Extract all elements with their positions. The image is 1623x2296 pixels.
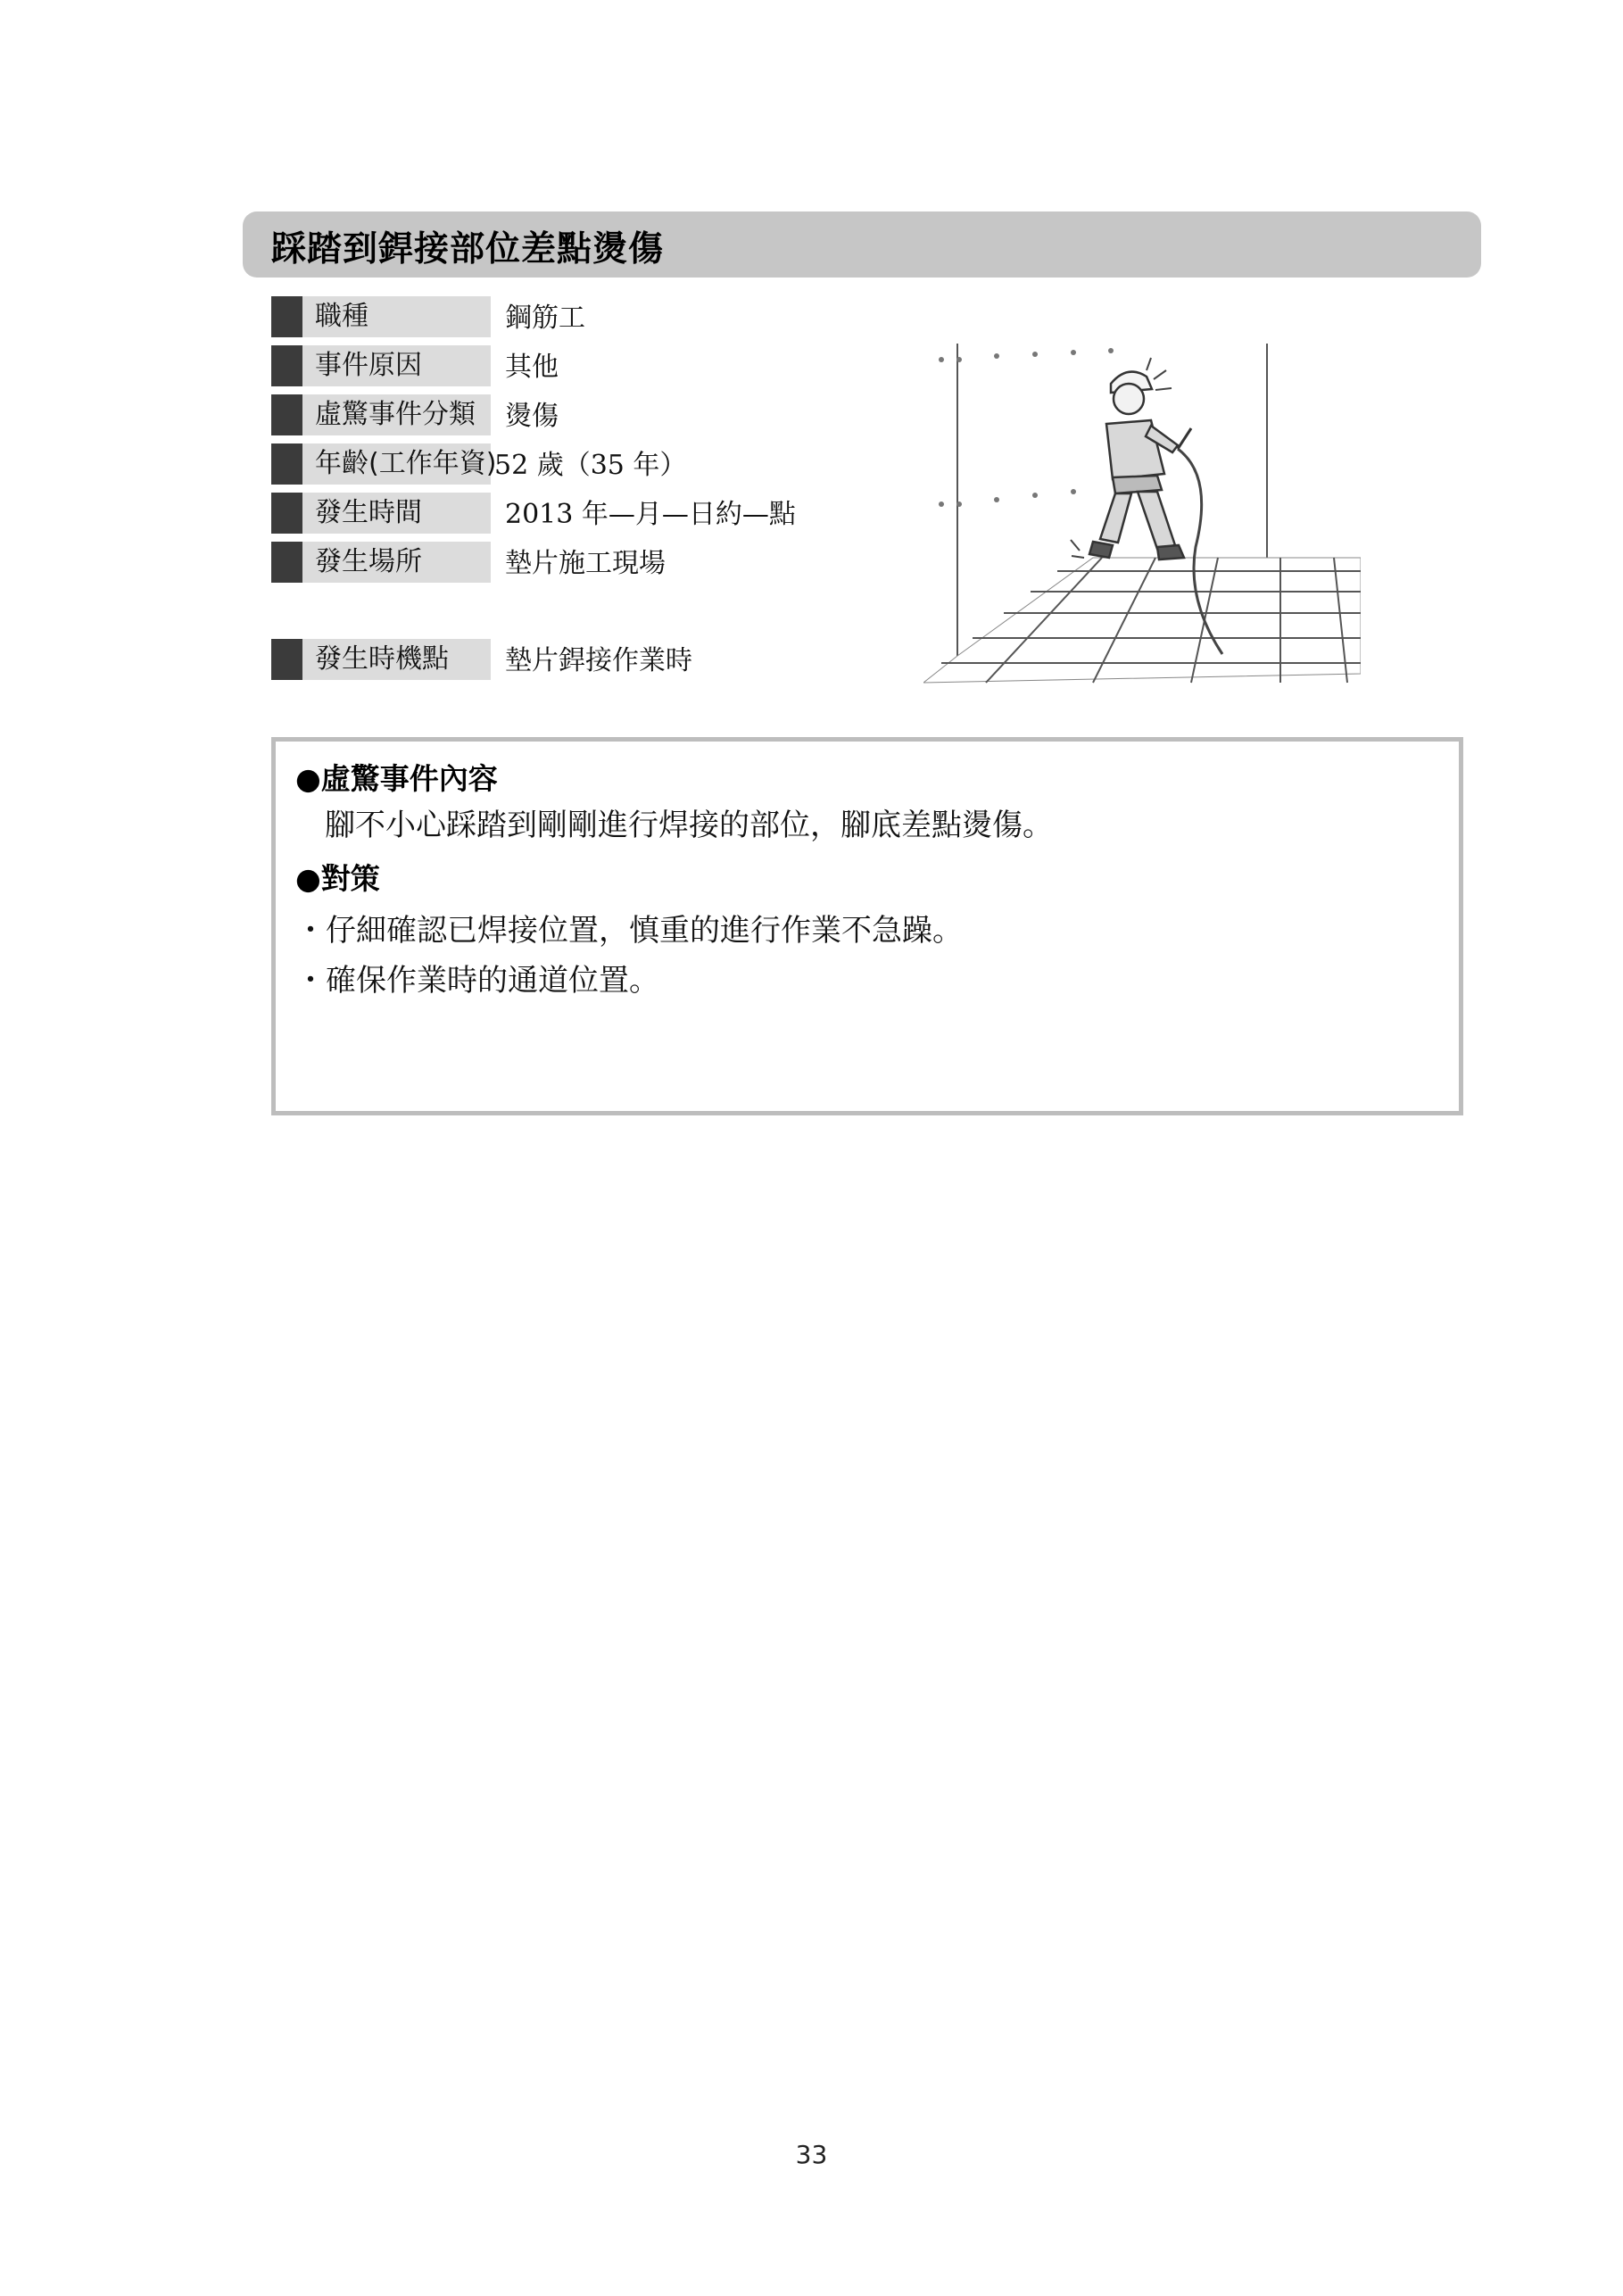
info-label: 年齡(工作年資) [302, 443, 491, 485]
info-label: 事件原因 [302, 345, 491, 386]
title-bar [243, 211, 1481, 278]
incident-content-box [271, 737, 1463, 1115]
info-value: 燙傷 [505, 401, 559, 432]
info-value: 墊片銲接作業時 [505, 645, 692, 676]
measure-item: ・確保作業時的通道位置。 [295, 963, 659, 999]
page-title: 踩踏到銲接部位差點燙傷 [271, 229, 665, 269]
info-value: 墊片施工現場 [505, 548, 666, 579]
info-label: 職種 [302, 296, 491, 337]
row-marker [271, 639, 302, 680]
measure-item: ・仔細確認已焊接位置，慎重的進行作業不急躁。 [295, 913, 963, 949]
info-value: 鋼筋工 [505, 303, 585, 334]
incident-text: 腳不小心踩踏到剛剛進行焊接的部位，腳底差點燙傷。 [325, 808, 1053, 843]
row-marker [271, 542, 302, 583]
measures-heading: ●對策 [295, 861, 380, 896]
info-value: 2013 年—月—日約—點 [505, 499, 796, 530]
page-number: 33 [795, 2140, 828, 2169]
row-marker [271, 394, 302, 435]
info-label: 發生時機點 [302, 639, 491, 680]
row-marker [271, 345, 302, 386]
incident-heading: ●虛驚事件內容 [295, 761, 498, 796]
row-marker [271, 493, 302, 534]
info-label: 發生時間 [302, 493, 491, 534]
info-value: 52 歲（35 年） [494, 450, 687, 481]
info-label: 虛驚事件分類 [302, 394, 491, 435]
row-marker [271, 296, 302, 337]
row-marker [271, 443, 302, 485]
welding-worker-illustration [923, 344, 1361, 692]
info-label: 發生場所 [302, 542, 491, 583]
info-value: 其他 [505, 352, 559, 383]
